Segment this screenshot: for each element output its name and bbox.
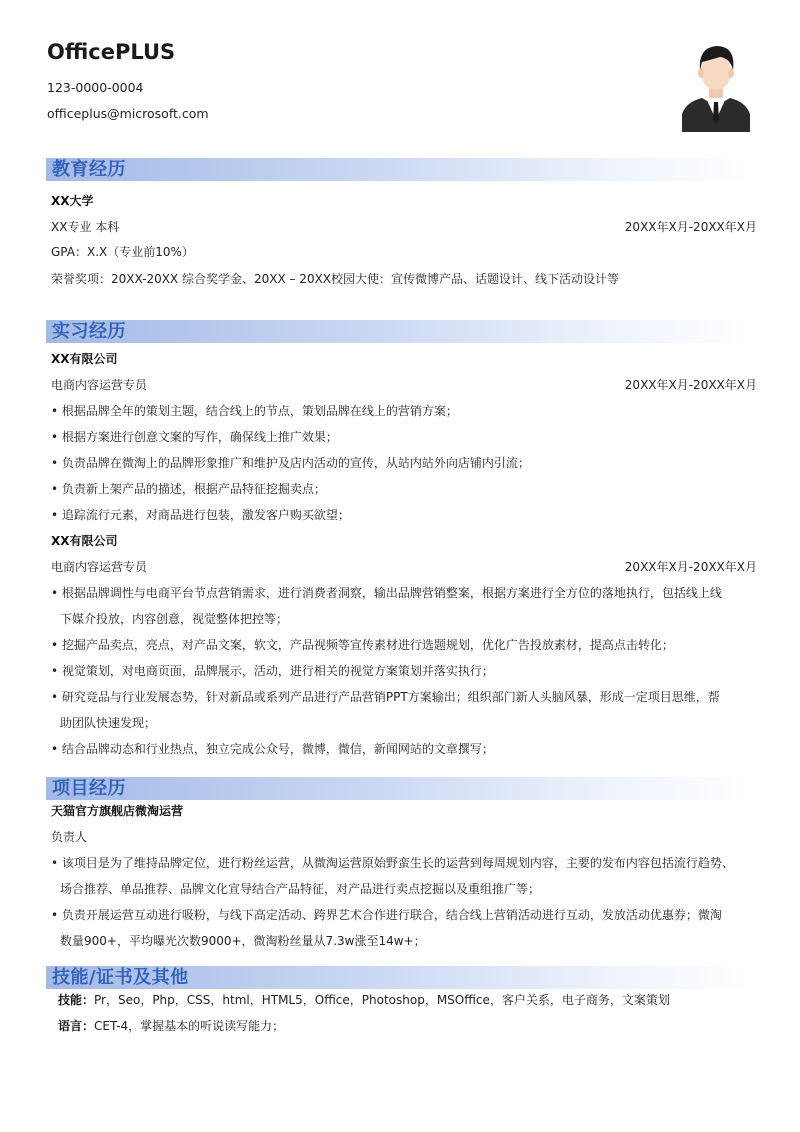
list-item: • 追踪流行元素，对商品进行包装，激发客户购买欲望； <box>51 507 350 523</box>
job-date: 20XX年X月-20XX年X月 <box>624 378 757 392</box>
gpa: GPA：X.X（专业前10%） <box>51 245 194 259</box>
list-item: • 负责开展运营互动进行吸粉，与线下高定活动、跨界艺术合作进行联合，结合线上营销活动进行互动，发放活动优惠券；微淘 <box>51 907 722 923</box>
candidate-name: OfficePLUS <box>47 40 176 64</box>
list-item: • 挖掘产品卖点，亮点，对产品文案，软文，产品视频等宣传素材进行选题规划，优化广告投放素材，提高点击转化； <box>51 637 674 653</box>
list-item: • 根据品牌全年的策划主题，结合线上的节点，策划品牌在线上的营销方案； <box>51 403 458 419</box>
list-item: • 负责品牌在微淘上的品牌形象推广和维护及店内活动的宣传，从站内站外向店铺内引流； <box>51 455 530 471</box>
project-title: 项目经历 <box>52 778 126 799</box>
skills-label: 技能： <box>58 993 95 1007</box>
language-label: 语言： <box>58 1019 95 1033</box>
skills-section-header <box>46 966 752 989</box>
internship-title: 实习经历 <box>52 321 126 342</box>
list-item-continued: 下媒介投放，内容创意，视觉整体把控等； <box>60 612 289 626</box>
job-role: 电商内容运营专员 <box>51 378 148 392</box>
avatar-icon <box>680 40 752 132</box>
list-item-continued: 助团队快速发现； <box>60 716 157 730</box>
education-title: 教育经历 <box>52 159 126 180</box>
phone-number: 123-0000-0004 <box>47 80 144 95</box>
list-item: • 该项目是为了维持品牌定位，进行粉丝运营，从微淘运营原始野蛮生长的运营到每周规划内容，主要的发布内容包括流行趋势、 <box>51 855 734 871</box>
list-item: • 研究竞品与行业发展态势，针对新品或系列产品进行产品营销PPT方案输出；组织部门新人头脑风暴，形成一定项目思维，帮 <box>51 689 720 705</box>
company-name: XX有限公司 <box>51 352 118 366</box>
skills-row <box>58 992 670 1008</box>
project-section-header <box>46 777 752 800</box>
list-item: • 视觉策划，对电商页面，品牌展示，活动，进行相关的视觉方案策划并落实执行； <box>51 663 494 679</box>
skills-title: 技能/证书及其他 <box>52 967 189 988</box>
language-text: CET-4，掌握基本的听说读写能力； <box>94 1019 285 1033</box>
job-role: 电商内容运营专员 <box>51 560 148 574</box>
list-item: • 根据品牌调性与电商平台节点营销需求，进行消费者洞察，输出品牌营销整案，根据方案进行全方位的落地执行，包括线上线 <box>51 585 722 601</box>
skills-text: Pr，Seo，Php，CSS，html，HTML5，Office，Photoshop，MSOffice，客户关系，电子商务，文案策划 <box>94 993 670 1007</box>
education-section-header <box>46 158 752 181</box>
internship-section-header <box>46 320 752 343</box>
list-item: • 根据方案进行创意文案的写作，确保线上推广效果； <box>51 429 338 445</box>
list-item: • 结合品牌动态和行业热点，独立完成公众号，微博，微信，新闻网站的文章撰写； <box>51 741 494 757</box>
major: XX专业 本科 <box>51 220 120 234</box>
list-item-continued: 场合推荐、单品推荐、品牌文化宣导结合产品特征，对产品进行卖点挖掘以及重组推广等； <box>60 882 541 896</box>
school-name: XX大学 <box>51 194 94 208</box>
company-name: XX有限公司 <box>51 534 118 548</box>
email-address: officeplus@microsoft.com <box>47 106 209 121</box>
list-item: • 负责新上架产品的描述，根据产品特征挖掘卖点； <box>51 481 326 497</box>
honors: 荣誉奖项：20XX-20XX 综合奖学金、20XX – 20XX校园大使：宣传微博产品、话题设计、线下活动设计等 <box>51 272 620 286</box>
education-date: 20XX年X月-20XX年X月 <box>624 220 757 234</box>
list-item-continued: 数量900+，平均曝光次数9000+，微淘粉丝量从7.3w涨至14w+； <box>60 934 426 948</box>
project-role: 负责人 <box>51 830 88 844</box>
project-name: 天猫官方旗舰店微淘运营 <box>51 804 184 818</box>
job-date: 20XX年X月-20XX年X月 <box>624 560 757 574</box>
language-row <box>58 1018 284 1034</box>
